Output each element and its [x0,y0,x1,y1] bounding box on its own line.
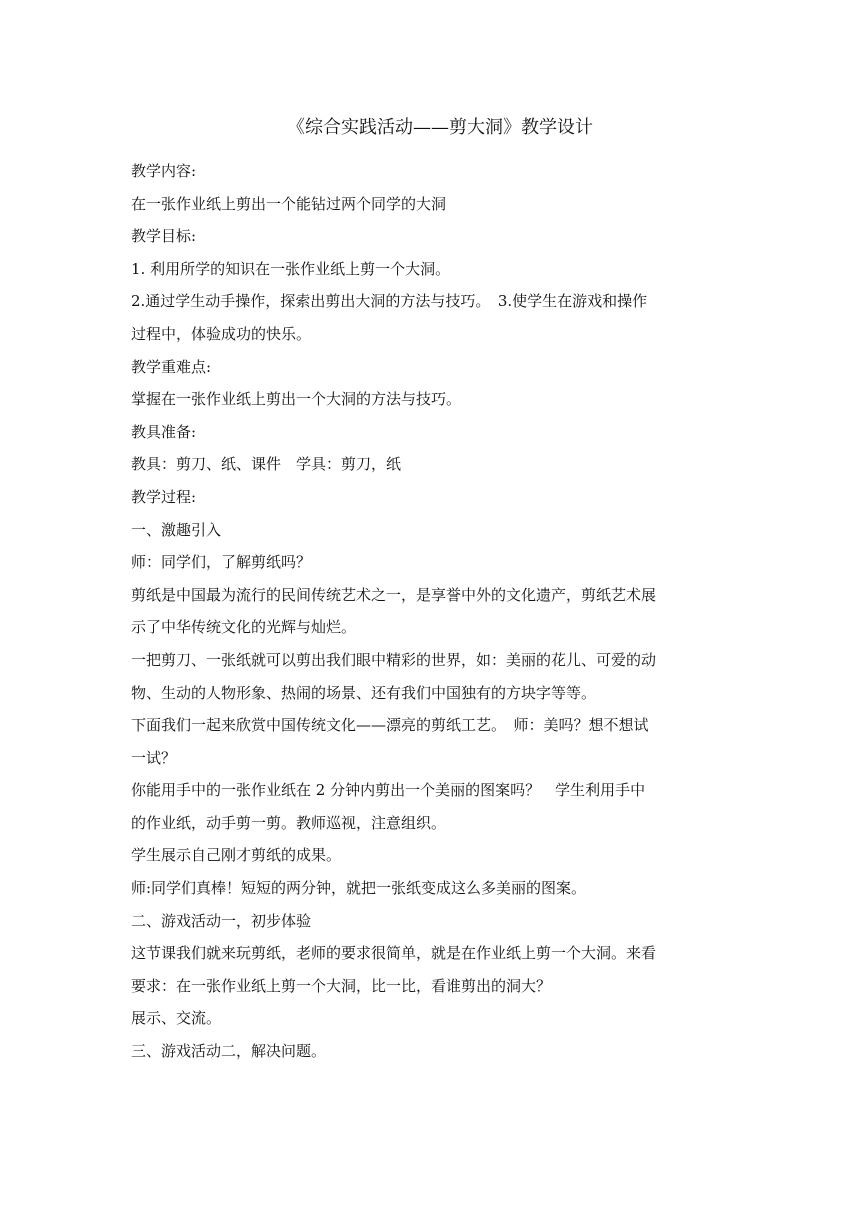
text-line: 教学过程: [131,487,197,506]
text-line: 过程中，体验成功的快乐。 [131,324,312,343]
text-line: 示了中华传统文化的光辉与灿烂。 [131,618,357,637]
text-line: 一把剪刀、一张纸就可以剪出我们眼中精彩的世界，如：美丽的花儿、可爱的动 [131,650,657,669]
text-line: 一、激趣引入 [131,520,222,539]
text-line: 教学重难点: [131,357,212,376]
text-line: 这节课我们就来玩剪纸，老师的要求很简单，就是在作业纸上剪一个大洞。来看 [131,944,657,963]
text-line: 师：同学们，了解剪纸吗？ [131,553,312,572]
text-line: 要求：在一张作业纸上剪一个大洞，比一比，看谁剪出的洞大？ [131,976,552,995]
document-body [131,155,731,1068]
text-line: 物、生动的人物形象、热闹的场景、还有我们中国独有的方块字等等。 [131,683,597,702]
text-line: 三、游戏活动二，解决问题。 [131,1042,327,1061]
text-line: 你能用手中的一张作业纸在 2 分钟内剪出一个美丽的图案吗？ 学生利用手中 [131,781,646,800]
text-line: 教学目标: [131,227,197,246]
text-line: 的作业纸，动手剪一剪。教师巡视，注意组织。 [131,813,447,832]
text-line: 1. 利用所学的知识在一张作业纸上剪一个大洞。 [131,259,451,278]
text-line: 教具准备: [131,422,197,441]
text-line: 教具：剪刀、纸、课件 学具：剪刀，纸 [131,455,402,474]
text-line: 在一张作业纸上剪出一个能钻过两个同学的大洞 [131,194,447,213]
text-line: 掌握在一张作业纸上剪出一个大洞的方法与技巧。 [131,390,462,409]
text-line: 下面我们一起来欣赏中国传统文化——漂亮的剪纸工艺。 师：美吗？想不想试 [131,716,649,735]
text-line: 2.通过学生动手操作，探索出剪出大洞的方法与技巧。 3.使学生在游戏和操作 [131,292,648,311]
text-line: 剪纸是中国最为流行的民间传统艺术之一，是享誉中外的文化遗产，剪纸艺术展 [131,585,657,604]
document-title: 《综合实践活动——剪大洞》教学设计 [287,117,593,138]
text-line: 二、游戏活动一，初步体验 [131,911,312,930]
text-line: 教学内容: [131,162,197,180]
text-line: 展示、交流。 [131,1009,222,1028]
text-line: 一试？ [131,748,177,767]
text-line: 师:同学们真棒！短短的两分钟，就把一张纸变成这么多美丽的图案。 [131,879,587,898]
text-line: 学生展示自己刚才剪纸的成果。 [131,846,342,865]
